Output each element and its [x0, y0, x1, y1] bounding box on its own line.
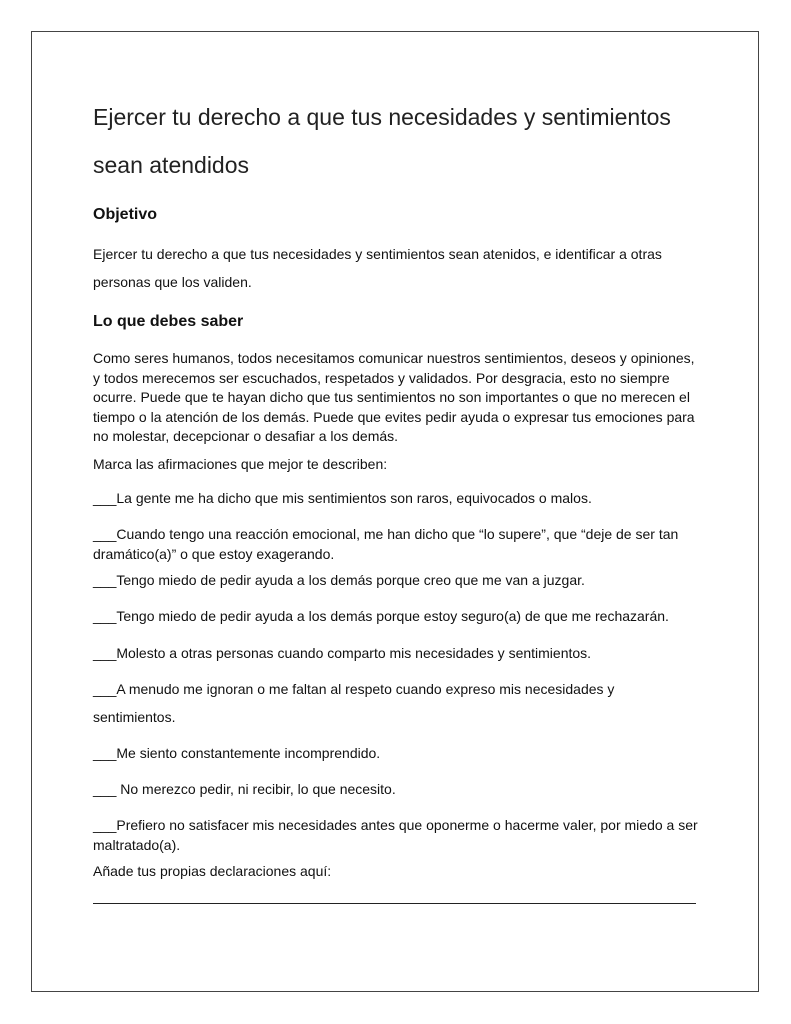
- statement-3: ___Tengo miedo de pedir ayuda a los demás porque creo que me van a juzgar.: [93, 572, 585, 588]
- objective-heading: Objetivo: [93, 206, 158, 223]
- statement-1: ___La gente me ha dicho que mis sentimientos son raros, equivocados o malos.: [93, 490, 592, 506]
- objective-text: Ejercer tu derecho a que tus necesidades y sentimientos sean atenidos, e identificar a otras personas que los validen.: [93, 246, 662, 290]
- statement-7: ___Me siento constantemente incomprendido.: [93, 745, 381, 761]
- know-text: Como seres humanos, todos necesitamos comunicar nuestros sentimientos, deseos y opiniones, y todos merecemos ser escuchados, respetados y validados. Por desgracia, esto no siempre ocurre. Puede que te hayan dicho que tus sentimientos no son importantes o que no merecen el tiempo o la atención de los demás. Puede que evites pedir ayuda o expresar tus emociones para no molestar, decepcionar o desafiar a los demás.: [93, 350, 695, 444]
- statement-5: ___Molesto a otras personas cuando comparto mis necesidades y sentimientos.: [93, 645, 592, 661]
- know-heading: Lo que debes saber: [93, 313, 244, 330]
- statement-9: ___Prefiero no satisfacer mis necesidades antes que oponerme o hacerme valer, por miedo a ser maltratado(a).: [93, 817, 698, 853]
- statement-8: ___ No merezco pedir, ni recibir, lo que necesito.: [93, 781, 396, 797]
- statement-6: ___A menudo me ignoran o me faltan al respeto cuando expreso mis necesidades y sentimientos.: [93, 681, 615, 725]
- add-own-label: Añade tus propias declaraciones aquí:: [93, 863, 332, 879]
- answer-line[interactable]: [93, 903, 696, 904]
- instruction-text: Marca las afirmaciones que mejor te describen:: [93, 456, 388, 472]
- page-title: Ejercer tu derecho a que tus necesidades y sentimientos sean atendidos: [93, 104, 671, 178]
- statement-2: ___Cuando tengo una reacción emocional, me han dicho que “lo supere”, que “deje de ser tan dramático(a)” o que estoy exagerando.: [93, 526, 679, 562]
- statement-4: ___Tengo miedo de pedir ayuda a los demás porque estoy seguro(a) de que me rechazarán.: [93, 608, 669, 624]
